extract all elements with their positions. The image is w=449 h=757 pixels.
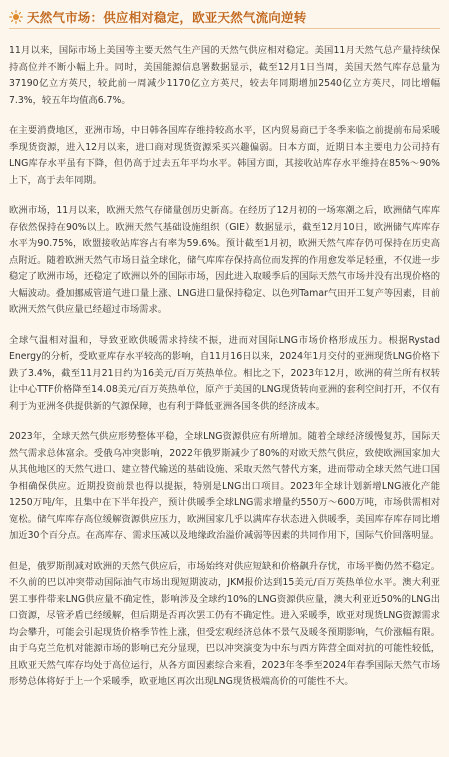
section-header: [9, 6, 440, 29]
paragraph-lng-prices: 全球气温相对温和，导致亚欧供暖需求持续不振，进而对国际LNG市场价格形成压力。根据Rystad Energy的分析，受欧亚库存水平较高的影响，自11月16日以来，2024年1月交付的亚洲现货LNG价格下跌了3.4%，截至11月21日约为16美元/百万英热单位。相比之下，2023年12月，欧洲的荷兰所有权转让中心TTF价格降至14.08美元/百万英热单位，原产于美国的LNG现货转向亚洲的套利空间打开，不仅有利于为亚洲冬供提供新的气源保障，也有利于降低亚洲各国冬供的经济成本。: [9, 334, 440, 412]
paragraph-outlook: 但是，俄罗斯削减对欧洲的天然气供应后，市场始终对供应短缺和价格飙升存忧，市场平衡仍然不稳定。不久前的巴以冲突带动国际油气市场出现短期波动，JKM报价达到15美元/百万英热单位水平。澳大利亚罢工事件带来LNG供应量不确定性，影响涉及全球约10%的LNG资源供应量，澳大利亚近50%的LNG出口资源，尽管矛盾已经缓解，但后期是否再次罢工仍有不确定性。进入采暖季，欧亚对现货LNG资源需求均会攀升，可能会引起现货价格季节性上涨，但受宏观经济总体不景气及暖冬预期影响，气价涨幅有限。由于乌克兰危机对能源市场的影响已充分显现，巴以冲突演变为中东与西方阵营全面对抗的可能性较低，且欧亚天然气库存均处于高位运行，从各方面因素综合来看，2023年冬季至2024年春季国际天然气市场形势总体将好于上一个采暖季，欧亚地区再次出现LNG现货极端高价的可能性不大。: [9, 560, 440, 687]
sun-icon: [9, 10, 23, 24]
section-title: 天然气市场：供应相对稳定，欧亚天然气流向逆转: [27, 10, 307, 25]
paragraph-europe-market: 欧洲市场，11月以来，欧洲天然气存储量创历史新高。在经历了12月初的一场寒潮之后，欧洲储气库库存依然保持在90%以上。欧洲天然气基础设施组织（GIE）数据显示，截至12月10日，欧洲储气库库存水平为90.75%，欧盟接收站库容占有率为59.6%。预计截至1月初，欧洲天然气库存仍可保持在历史高点附近。随着欧洲天然气市场日益全球化，储气库库存保持高位而发挥的作用愈发举足轻重，不仅进一步稳定了欧洲市场，还稳定了欧洲以外的国际市场，因此进入取暖季后的国际天然气市场并没有出现价格的大幅波动。叠加挪威管道气进口量上涨、LNG进口量保持稳定、以色列Tamar气田开工复产等因素，目前欧洲天然气供应量已经超过市场需求。: [9, 205, 440, 315]
paragraph-2023-overview: 2023年，全球天然气供应形势整体平稳，全球LNG资源供应有所增加。随着全球经济缓慢复苏，国际天然气需求总体富余。受俄乌冲突影响，2022年俄罗斯减少了80%的对欧天然气供应，致使欧洲国家加大从其他地区的天然气进口、建立替代输送的基础设施、采取天然气替代方案，进而带动全球天然气进口国争相确保供应。近期投资前景也得以提振，特别是LNG出口项目。2023年全球计划新增LNG液化产能1250万吨/年，且集中在下半年投产，预计供暖季全球LNG需求增量约550万～600万吨，市场供需相对宽松。储气库库存高位缓解资源供应压力，欧洲国家几乎以满库存状态进入供暖季，美国库存库存同比增加近30个百分点。在高库存、需求压减以及地缘政治溢价减弱等因素的共同作用下，国际气价回落明显。: [9, 431, 440, 541]
paragraph-asia-market: 在主要消费地区，亚洲市场，中日韩各国库存维持较高水平，区内贸易商已于冬季来临之前提前布局采暖季现货资源，进入12月以来，进口商对现货资源采买兴趣偏弱。日本方面，近期日本主要电力公司持有LNG库存水平虽有下降，但仍高于过去五年平均水平。韩国方面，其接收站库存水平维持在85%～90%上下，高于去年同期。: [9, 125, 440, 186]
paragraph-us-supply: 11月以来，国际市场上美国等主要天然气生产国的天然气供应相对稳定。美国11月天然气总产量持续保持高位并不断小幅上升。同时，美国能源信息署数据显示，截至12月1日当周，美国天然气库存总量为37190亿立方英尺，较此前一周减少1170亿立方英尺，较去年同期增加2540亿立方英尺，同比增幅7.3%，较五年均值高6.7%。: [9, 45, 440, 106]
